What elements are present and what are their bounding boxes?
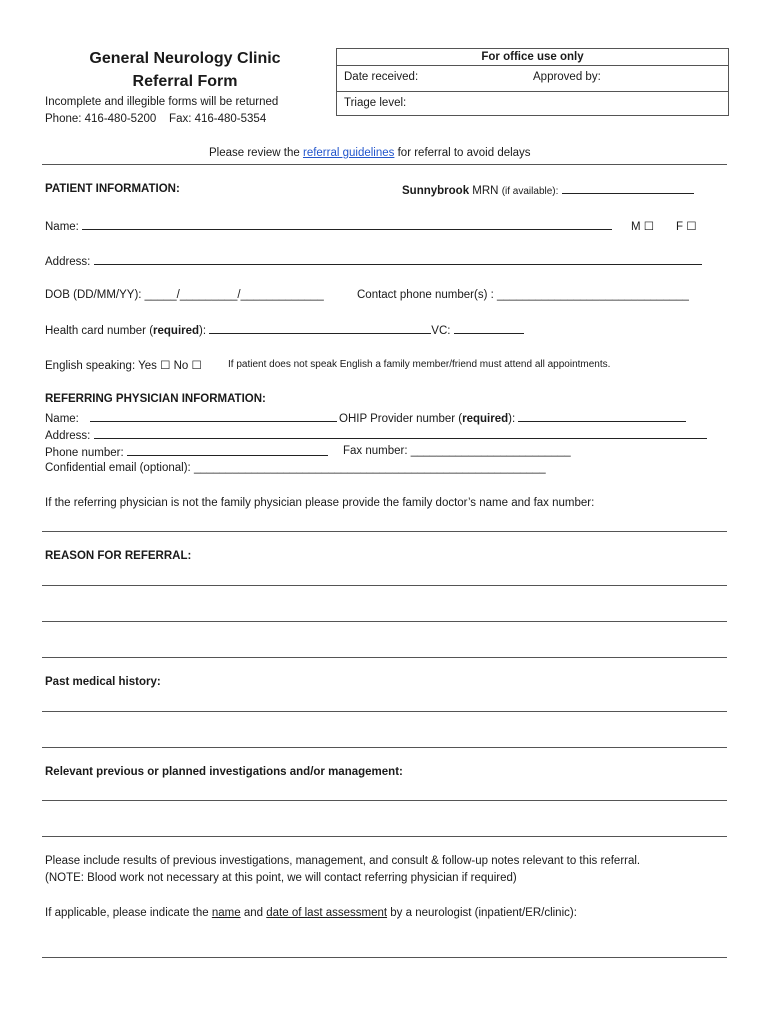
investigations-heading: Relevant previous or planned investigations and/or management: [45,766,403,778]
confidential-email-field[interactable]: Confidential email (optional): _______________________________________________________ [45,462,546,474]
sex-female-checkbox[interactable]: F ☐ [676,221,697,233]
physician-address-field[interactable] [45,428,707,442]
patient-name-label: Name: [45,221,79,233]
patient-address-label: Address: [45,256,91,268]
ohip-field[interactable] [339,411,686,425]
reason-heading: REASON FOR REFERRAL: [45,550,192,562]
divider [42,164,727,165]
neuro-date: date of last assessment [266,907,388,919]
clinic-fax: Fax: 416-480-5354 [169,113,267,125]
neuro-prefix: If applicable, please indicate the [45,907,209,919]
vc-label: VC: [431,325,451,337]
neuro-suffix: by a neurologist (inpatient/ER/clinic): [390,907,577,919]
health-card-suffix: ): [199,325,207,337]
physician-name-label: Name: [45,413,79,425]
patient-info-heading: PATIENT INFORMATION: [45,183,180,195]
english-speaking-field[interactable]: English speaking: Yes ☐ No ☐ [45,360,202,372]
physician-phone-label: Phone number: [45,447,124,459]
investigations-line-2[interactable] [42,836,727,837]
neuro-and: and [243,907,264,919]
physician-phone-field[interactable] [45,445,328,459]
mrn-field[interactable] [402,183,694,197]
required-label: required [153,325,200,337]
form-title: General Neurology Clinic [89,50,281,67]
triage-level-label: Triage level: [344,97,407,109]
physician-address-label: Address: [45,430,91,442]
family-doctor-line[interactable] [42,531,727,532]
date-received-label: Date received: [344,71,419,83]
mrn-hospital: Sunnybrook [402,185,470,197]
include-results-note: Please include results of previous investigations, management, and consult & follow-up notes relevant to this referral. [45,855,641,867]
neuro-name: name [211,907,241,919]
clinic-phone: Phone: 416-480-5200 [45,113,157,125]
reason-line-2[interactable] [42,621,727,622]
health-card-prefix: Health card number ( [45,325,154,337]
mrn-label: MRN [472,185,499,197]
referral-guidelines-link[interactable]: referral guidelines [302,147,395,159]
guidelines-suffix: for referral to avoid delays [397,147,531,159]
ohip-suffix: ): [508,413,516,425]
neurologist-line-field[interactable] [42,957,727,958]
form-subtitle: Referral Form [132,73,238,90]
return-notice: Incomplete and illegible forms will be returned [45,96,279,108]
guidelines-prefix: Please review the [209,147,300,159]
health-card-field[interactable] [45,323,524,337]
guidelines-line [209,147,531,159]
patient-name-field[interactable] [45,219,612,233]
reason-line-1[interactable] [42,585,727,586]
dob-field[interactable]: DOB (DD/MM/YY): _____/_________/_____________ [45,289,324,301]
family-doctor-note: If the referring physician is not the family physician please provide the family doctor’s name and fax number: [45,497,595,509]
patient-address-field[interactable] [45,254,702,268]
blood-work-note: (NOTE: Blood work not necessary at this point, we will contact referring physician if required) [45,872,517,884]
office-use-box [336,48,729,116]
history-line-2[interactable] [42,747,727,748]
mrn-hint: (if available): [501,186,559,197]
office-use-title: For office use only [337,49,728,66]
physician-info-heading: REFERRING PHYSICIAN INFORMATION: [45,393,266,405]
contact-line [45,113,266,125]
sex-male-checkbox[interactable]: M ☐ [631,221,655,233]
investigations-line-1[interactable] [42,800,727,801]
approved-by-label: Approved by: [533,71,601,83]
ohip-prefix: OHIP Provider number ( [339,413,463,425]
reason-line-3[interactable] [42,657,727,658]
physician-name-field[interactable] [45,411,337,425]
physician-fax-field[interactable]: Fax number: _________________________ [343,445,571,457]
history-line-1[interactable] [42,711,727,712]
contact-phone-field[interactable]: Contact phone number(s) : ______________________________ [357,289,689,301]
english-note: If patient does not speak English a family member/friend must attend all appointments. [228,359,611,370]
neurologist-line [45,907,577,919]
history-heading: Past medical history: [45,676,161,688]
ohip-required: required [462,413,509,425]
